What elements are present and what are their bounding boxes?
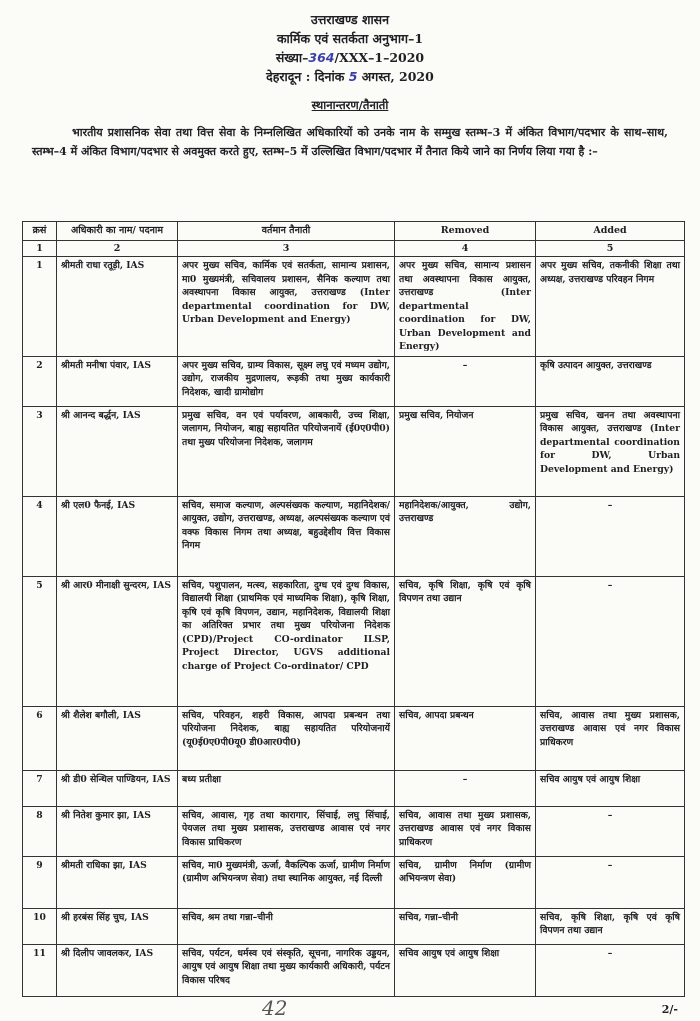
row-name: श्री एल0 फैनई, IAS (57, 496, 178, 576)
row-removed: सचिव, गन्ना–चीनी (395, 908, 536, 944)
table-row (23, 806, 685, 856)
row-sn: 8 (23, 806, 57, 856)
row-removed: – (395, 770, 536, 806)
row-removed: सचिव, ग्रामीण निर्माण (ग्रामीण अभियन्त्रण सेवा) (395, 856, 536, 908)
row-name: श्री आनन्द बर्द्धन, IAS (57, 406, 178, 496)
row-added: – (536, 856, 685, 908)
row-removed: सचिव, आपदा प्रबन्धन (395, 706, 536, 770)
table-row (23, 908, 685, 944)
row-removed: – (395, 356, 536, 406)
row-removed: प्रमुख सचिव, नियोजन (395, 406, 536, 496)
handwritten-number: 364 (308, 50, 335, 65)
row-added: सचिव, कृषि शिक्षा, कृषि एवं कृषि विपणन तथा उद्यान (536, 908, 685, 944)
row-current: अपर मुख्य सचिव, ग्राम्य विकास, सूक्ष्म लघु एवं मध्यम उद्योग, उद्योग, राजकीय मुद्रणालय, रूड़की तथा मुख्य कार्यकारी निदेशक, खादी ग्रामोद्योग (178, 356, 395, 406)
row-name: श्री हरबंस सिंह चुघ, IAS (57, 908, 178, 944)
table-row (23, 944, 685, 996)
row-added: – (536, 944, 685, 996)
signature-mark: 42 (262, 996, 288, 1020)
transfer-table (22, 221, 685, 997)
row-removed: महानिदेशक/आयुक्त, उद्योग, उत्तराखण्ड (395, 496, 536, 576)
row-sn: 2 (23, 356, 57, 406)
row-current: सचिव, परिवहन, शहरी विकास, आपदा प्रबन्धन तथा परियोजना निदेशक, बाह्य सहायतित परियोजनायें (यू0ई0ए0पी0यू0 डी0आर0पी0) (178, 706, 395, 770)
table-row (23, 496, 685, 576)
table-row (23, 406, 685, 496)
row-removed: सचिव, आवास तथा मुख्य प्रशासक, उत्तराखण्ड आवास एवं नगर विकास प्राधिकरण (395, 806, 536, 856)
col-header-name: अधिकारी का नाम/ पदनाम (57, 222, 178, 241)
intro-paragraph: भारतीय प्रशासनिक सेवा तथा वित्त सेवा के निम्नलिखित अधिकारियों को उनके नाम के सम्मुख स्तम्भ–3 में अंकित विभाग/पदभार के साथ–साथ, स्तम्भ–4 में अंकित विभाग/पदभार से अवमुक्त करते हुए, स्तम्भ–5 में उल्लिखित विभाग/पदभार में तैनात किये जाने का निर्णय लिया गया है :– (32, 126, 668, 158)
page-indicator: 2/- (661, 1003, 678, 1016)
subject-line: स्थानान्तरण/तैनाती (311, 98, 389, 112)
col-header-removed: Removed (395, 222, 536, 241)
order-date: देहरादून : दिनांक 5 अगस्त, 2020 (266, 69, 434, 84)
row-added: सचिव आयुष एवं आयुष शिक्षा (536, 770, 685, 806)
row-sn: 3 (23, 406, 57, 496)
table-number-row: 1 2 3 4 5 (23, 240, 685, 257)
row-removed: सचिव, कृषि शिक्षा, कृषि एवं कृषि विपणन तथा उद्यान (395, 576, 536, 706)
row-name: श्री दिलीप जावलकर, IAS (57, 944, 178, 996)
row-name: श्रीमती राधिका झा, IAS (57, 856, 178, 908)
table-row (23, 576, 685, 706)
row-current: प्रमुख सचिव, वन एवं पर्यावरण, आबकारी, उच्च शिक्षा, जलागम, नियोजन, बाह्य सहायतित परियोजनायें (ई0ए0पी0) तथा मुख्य परियोजना निदेशक, जलागम (178, 406, 395, 496)
department-title: कार्मिक एवं सतर्कता अनुभाग–1 (276, 31, 424, 46)
row-sn: 6 (23, 706, 57, 770)
col-header-added: Added (536, 222, 685, 241)
row-added: कृषि उत्पादन आयुक्त, उत्तराखण्ड (536, 356, 685, 406)
table-row (23, 706, 685, 770)
row-sn: 7 (23, 770, 57, 806)
row-added: – (536, 576, 685, 706)
row-sn: 11 (23, 944, 57, 996)
row-removed: सचिव आयुष एवं आयुष शिक्षा (395, 944, 536, 996)
row-name: श्री शैलेश बगौली, IAS (57, 706, 178, 770)
row-sn: 10 (23, 908, 57, 944)
row-current: बध्य प्रतीक्षा (178, 770, 395, 806)
row-current: सचिव, आवास, गृह तथा कारागार, सिंचाई, लघु सिंचाई, पेयजल तथा मुख्य प्रशासक, उत्तराखण्ड आवास एवं नगर विकास प्राधिकरण (178, 806, 395, 856)
row-added: सचिव, आवास तथा मुख्य प्रशासक, उत्तराखण्ड आवास एवं नगर विकास प्राधिकरण (536, 706, 685, 770)
row-current: सचिव, श्रम तथा गन्ना–चीनी (178, 908, 395, 944)
row-current: सचिव, मा0 मुख्यमंत्री, ऊर्जा, वैकल्पिक ऊर्जा, ग्रामीण निर्माण (ग्रामीण अभियन्त्रण सेवा) तथा स्थानिक आयुक्त, नई दिल्ली (178, 856, 395, 908)
col-header-current: वर्तमान तैनाती (178, 222, 395, 241)
row-name: श्री नितेश कुमार झा, IAS (57, 806, 178, 856)
col-header-sn: क्रसं (23, 222, 57, 241)
row-name: श्री आर0 मीनाक्षी सुन्दरम, IAS (57, 576, 178, 706)
handwritten-date: 5 (348, 69, 358, 84)
row-removed: अपर मुख्य सचिव, सामान्य प्रशासन तथा अवस्थापना विकास आयुक्त, उत्तराखण्ड (Inter departmental coordination for DW, Urban Development and Energy) (395, 257, 536, 357)
table-row (23, 356, 685, 406)
row-name: श्रीमती मनीषा पंवार, IAS (57, 356, 178, 406)
govt-title: उत्तराखण्ड शासन (310, 12, 390, 27)
row-current: सचिव, पशुपालन, मत्स्य, सहकारिता, दुग्ध एवं दुग्ध विकास, विद्यालयी शिक्षा (प्राथमिक एवं माध्यमिक शिक्षा), कृषि शिक्षा, कृषि एवं कृषि विपणन, उद्यान, महानिदेशक, विद्यालयी शिक्षा का अतिरिक्त प्रभार तथा मुख्य परियोजना निदेशक (CPD)/Project CO-ordinator ILSP, Project Director, UGVS additional charge of Project Co-ordinator/ CPD (178, 576, 395, 706)
row-current: सचिव, पर्यटन, धर्मस्व एवं संस्कृति, सूचना, नागरिक उड्डयन, आयुष एवं आयुष शिक्षा तथा मुख्य कार्यकारी अधिकारी, पर्यटन विकास परिषद (178, 944, 395, 996)
row-sn: 5 (23, 576, 57, 706)
row-name: श्री डी0 सेन्थिल पाण्डियन, IAS (57, 770, 178, 806)
row-added: अपर मुख्य सचिव, तकनीकी शिक्षा तथा अध्यक्ष, उत्तराखण्ड परिवहन निगम (536, 257, 685, 357)
table-row (23, 257, 685, 357)
row-added: – (536, 496, 685, 576)
row-sn: 4 (23, 496, 57, 576)
row-current: अपर मुख्य सचिव, कार्मिक एवं सतर्कता, सामान्य प्रशासन, मा0 मुख्यमंत्री, सचिवालय प्रशासन, सैनिक कल्याण तथा अवस्थापना विकास आयुक्त, उत्तराखण्ड (Inter departmental coordination for DW, Urban Development and Energy) (178, 257, 395, 357)
order-number: संख्या–364/XXX–1–2020 (275, 50, 425, 65)
row-current: सचिव, समाज कल्याण, अल्पसंख्यक कल्याण, महानिदेशक/आयुक्त, उद्योग, उत्तराखण्ड, अध्यक्ष, अल्पसंख्यक कल्याण एवं वक्फ विकास निगम तथा अध्यक्ष, बहुउद्देशीय वित्त विकास निगम (178, 496, 395, 576)
table-row (23, 856, 685, 908)
row-added: – (536, 806, 685, 856)
table-header-row (23, 222, 685, 241)
table-row (23, 770, 685, 806)
row-sn: 1 (23, 257, 57, 357)
row-added: प्रमुख सचिव, खनन तथा अवस्थापना विकास आयुक्त, उत्तराखण्ड (Inter departmental coordination for DW, Urban Development and Energy) (536, 406, 685, 496)
document-header (0, 0, 700, 86)
row-name: श्रीमती राधा रतूड़ी, IAS (57, 257, 178, 357)
row-sn: 9 (23, 856, 57, 908)
